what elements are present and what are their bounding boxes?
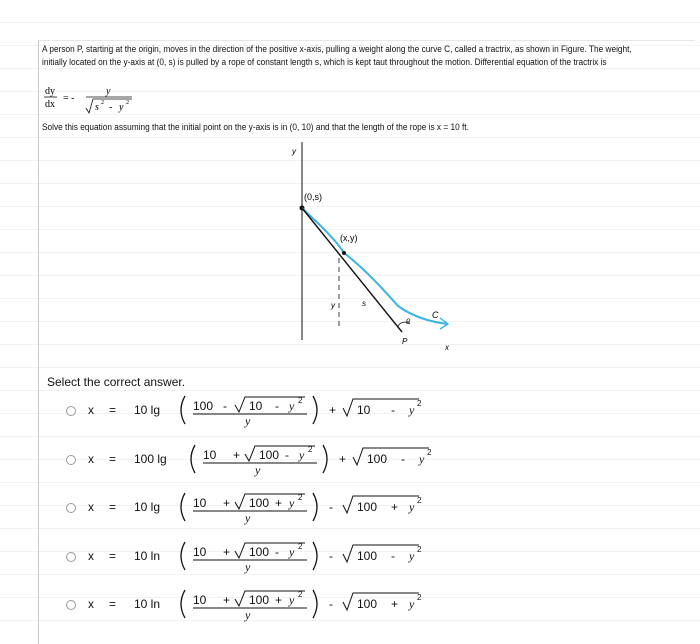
outer-sqrt-operator: - (401, 452, 405, 466)
outer-sqrt-operator: + (391, 597, 399, 611)
outer-sqrt-sign (343, 545, 419, 562)
log-coefficient: 100 lg (134, 452, 167, 466)
solve-instruction: Solve this equation assuming that the initial point on the y-axis is in (0, 10) and that the length of the rope is x = 10 ft. (42, 122, 469, 132)
rope-line (302, 208, 402, 332)
outer-sqrt-constant: 10 (357, 403, 371, 417)
outer-sqrt-operator: + (391, 500, 399, 514)
exponent: 2 (298, 396, 303, 405)
outer-operator: + (329, 403, 337, 417)
denominator-variable: y (245, 560, 251, 574)
numerator-operator: - (223, 399, 227, 413)
sqrt-sign (235, 494, 305, 509)
outer-sqrt-sign (343, 593, 419, 610)
y-axis-label: y (292, 147, 296, 156)
sqrt-constant: 100 (249, 496, 270, 510)
variable-x: x (88, 597, 94, 611)
outer-sqrt-sign (353, 448, 429, 465)
tractrix-figure (280, 140, 480, 360)
outer-sqrt-variable: y (419, 452, 425, 466)
sqrt-operator: - (285, 448, 289, 462)
outer-sqrt-constant: 100 (357, 549, 378, 563)
outer-sqrt-sign (343, 399, 419, 416)
sqrt-constant: 100 (259, 448, 280, 462)
equals-sign: = (109, 403, 117, 417)
curve-label: C (432, 310, 439, 320)
tractrix-curve (302, 208, 448, 324)
answer-formula (66, 441, 586, 481)
sqrt-variable: y (299, 448, 305, 462)
numerator-operator: + (223, 593, 231, 607)
sqrt-sign (235, 591, 305, 606)
height-label: y (331, 301, 335, 310)
answer-formula (66, 538, 586, 578)
sqrt-operator: - (275, 399, 279, 413)
left-paren (191, 445, 195, 473)
answer-option[interactable] (66, 441, 586, 481)
point-label: (x,y) (340, 233, 358, 243)
sqrt-variable: y (289, 496, 295, 510)
numerator-constant: 10 (203, 448, 217, 462)
exponent: 2 (298, 493, 303, 502)
outer-exponent: 2 (427, 448, 432, 457)
equals-sign: = (109, 500, 117, 514)
angle-label: θ (406, 319, 410, 326)
denominator-variable: y (255, 463, 261, 477)
answer-option[interactable] (66, 538, 586, 578)
outer-sqrt-constant: 100 (357, 500, 378, 514)
sqrt-constant: 100 (249, 593, 270, 607)
de-dx: dx (45, 99, 55, 110)
sqrt-operator: - (275, 545, 279, 559)
answer-option[interactable] (66, 586, 586, 626)
svg-text:2: 2 (126, 100, 129, 106)
left-paren (181, 590, 185, 618)
denominator-variable: y (245, 608, 251, 622)
outer-sqrt-variable: y (409, 403, 415, 417)
numerator-constant: 10 (193, 496, 207, 510)
log-coefficient: 10 ln (134, 597, 161, 611)
numerator-constant: 100 (193, 399, 214, 413)
exponent: 2 (298, 590, 303, 599)
right-paren (313, 493, 317, 521)
sqrt-variable: y (289, 545, 295, 559)
equals-sign: = (109, 452, 117, 466)
start-label: (0,s) (304, 192, 322, 202)
sqrt-variable: y (289, 593, 295, 607)
sqrt-operator: + (275, 496, 283, 510)
de-equals: = - (63, 93, 75, 104)
outer-sqrt-sign (343, 496, 419, 513)
sqrt-constant: 10 (249, 399, 263, 413)
de-den-s: s (95, 102, 99, 113)
answer-formula (66, 392, 586, 432)
sqrt-sign (245, 446, 315, 461)
answer-option[interactable] (66, 489, 586, 529)
left-paren (181, 542, 185, 570)
outer-sqrt-constant: 100 (357, 597, 378, 611)
weight-point (342, 251, 346, 255)
equals-sign: = (109, 549, 117, 563)
outer-operator: - (329, 597, 333, 611)
right-paren (313, 396, 317, 424)
outer-operator: + (339, 452, 347, 466)
outer-sqrt-variable: y (409, 500, 415, 514)
de-den-y: y (119, 102, 124, 113)
de-numerator: y (106, 86, 111, 97)
outer-sqrt-operator: - (391, 549, 395, 563)
outer-operator: - (329, 549, 333, 563)
exponent: 2 (298, 542, 303, 551)
numerator-operator: + (223, 496, 231, 510)
de-dy: dy (45, 86, 55, 97)
svg-text:2: 2 (101, 100, 104, 106)
numerator-operator: + (233, 448, 241, 462)
variable-x: x (88, 500, 94, 514)
sqrt-constant: 100 (249, 545, 270, 559)
numerator-operator: + (223, 545, 231, 559)
x-axis-label: x (445, 343, 449, 352)
exponent: 2 (308, 445, 313, 454)
sqrt-sign (235, 543, 305, 558)
answer-option[interactable] (66, 392, 586, 432)
denominator-variable: y (245, 511, 251, 525)
outer-operator: - (329, 500, 333, 514)
sqrt-operator: + (275, 593, 283, 607)
outer-sqrt-variable: y (409, 549, 415, 563)
numerator-constant: 10 (193, 545, 207, 559)
sqrt-variable: y (289, 399, 295, 413)
outer-sqrt-constant: 100 (367, 452, 388, 466)
numerator-constant: 10 (193, 593, 207, 607)
outer-exponent: 2 (417, 593, 422, 602)
rope-label: s (362, 299, 366, 308)
de-den-minus: - (109, 102, 113, 113)
sqrt-sign (235, 397, 305, 412)
outer-sqrt-variable: y (409, 597, 415, 611)
log-coefficient: 10 lg (134, 403, 161, 417)
equals-sign: = (109, 597, 117, 611)
variable-x: x (88, 549, 94, 563)
answer-formula (66, 489, 586, 529)
right-paren (313, 590, 317, 618)
log-coefficient: 10 lg (134, 500, 161, 514)
problem-text: A person P, starting at the origin, moves in the direction of the positive x-axis, pulling a weight along the curve C, called a tractrix, as shown in Figure. The weight, initially located on the y-axis at (0, s) is pulled by a rope of constant length s, which is kept taut throughout the motion. Differential equation of the tractrix is (42, 44, 632, 67)
log-coefficient: 10 ln (134, 549, 161, 563)
select-prompt: Select the correct answer. (47, 375, 186, 389)
variable-x: x (88, 452, 94, 466)
left-paren (181, 493, 185, 521)
person-label: P (402, 337, 408, 346)
outer-sqrt-operator: - (391, 403, 395, 417)
right-paren (313, 542, 317, 570)
outer-exponent: 2 (417, 399, 422, 408)
answer-formula (66, 586, 586, 626)
outer-exponent: 2 (417, 496, 422, 505)
right-paren (323, 445, 327, 473)
left-paren (181, 396, 185, 424)
differential-equation (44, 84, 164, 118)
variable-x: x (88, 403, 94, 417)
denominator-variable: y (245, 414, 251, 428)
outer-exponent: 2 (417, 545, 422, 554)
